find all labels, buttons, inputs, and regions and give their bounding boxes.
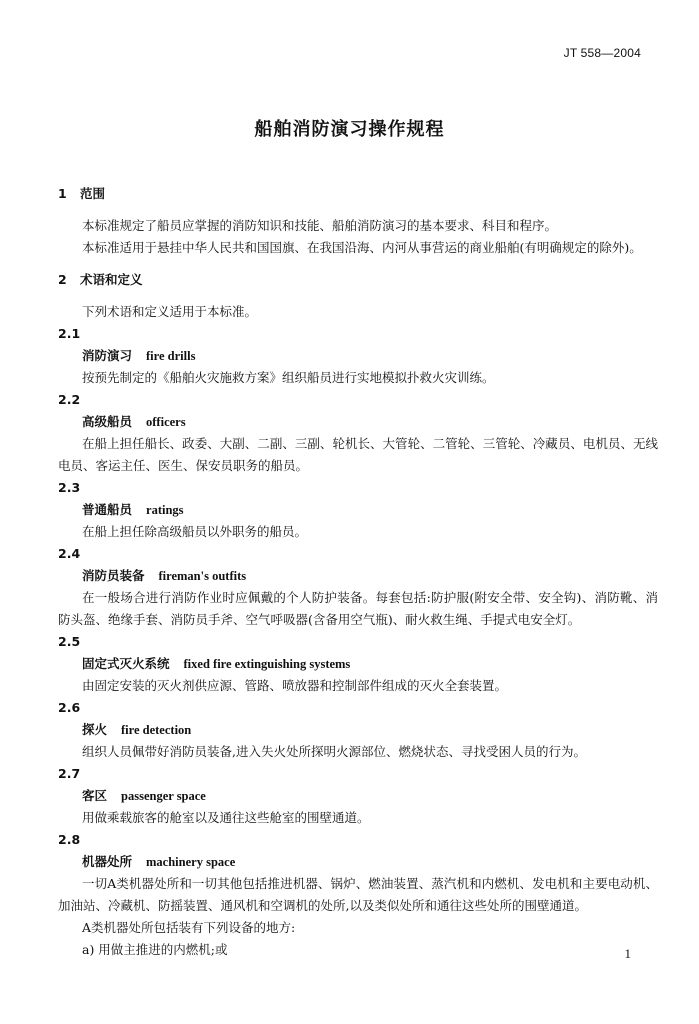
term-name (58, 785, 658, 807)
paragraph: 下列术语和定义适用于本标准。 (82, 304, 258, 319)
term-name (58, 411, 658, 433)
term-en: ratings (146, 503, 184, 517)
term-cn: 机器处所 (82, 854, 133, 869)
standard-code: JT 558—2004 (563, 46, 641, 60)
paragraph: A类机器处所包括装有下列设备的地方: (82, 920, 296, 935)
term-en: fire detection (121, 723, 192, 737)
paragraph: 本标准适用于悬挂中华人民共和国国旗、在我国沿海、内河从事营运的商业船舶(有明确规定的除外)。 (82, 240, 642, 255)
term-number: 2.1 (58, 326, 81, 341)
paragraph: 本标准规定了船员应掌握的消防知识和技能、船舶消防演习的基本要求、科目和程序。 (82, 218, 558, 233)
term-2-4 (58, 543, 658, 631)
term-en: fireman's outfits (158, 569, 247, 583)
term-definition: 用做乘载旅客的舱室以及通往这些舱室的围壁通道。 (82, 810, 370, 825)
page-number: 1 (624, 946, 631, 961)
term-definition: 在船上担任除高级船员以外职务的船员。 (82, 524, 308, 539)
term-cn: 探火 (82, 722, 108, 737)
term-cn: 客区 (82, 788, 108, 803)
term-cn: 普通船员 (82, 502, 133, 517)
term-cn: 消防演习 (82, 348, 133, 363)
term-en: fixed fire extinguishing systems (183, 657, 351, 671)
term-name (58, 499, 658, 521)
document-body (58, 183, 658, 961)
term-2-2 (58, 389, 658, 477)
term-definition: 在船上担任船长、政委、大副、二副、三副、轮机长、大管轮、二管轮、三管轮、冷藏员、电机员、无线电员、客运主任、医生、保安员职务的船员。 (58, 436, 658, 473)
section-heading-2 (58, 269, 658, 291)
section-number: 2 (58, 272, 67, 287)
term-2-3 (58, 477, 658, 543)
term-definition: 按预先制定的《船舶火灾施救方案》组织船员进行实地模拟扑救火灾训练。 (82, 370, 495, 385)
term-number: 2.5 (58, 634, 81, 649)
term-en: officers (146, 415, 186, 429)
term-2-8 (58, 829, 658, 917)
term-2-1 (58, 323, 658, 389)
section-heading-1 (58, 183, 658, 205)
term-number: 2.3 (58, 480, 81, 495)
term-name (58, 345, 658, 367)
term-definition: 由固定安装的灭火剂供应源、管路、喷放器和控制部件组成的灭火全套装置。 (82, 678, 508, 693)
term-number: 2.4 (58, 546, 81, 561)
term-number: 2.6 (58, 700, 81, 715)
term-en: passenger space (121, 789, 206, 803)
section-title: 术语和定义 (80, 272, 143, 287)
term-cn: 高级船员 (82, 414, 133, 429)
document-title: 船舶消防演习操作规程 (254, 119, 445, 140)
term-definition: 组织人员佩带好消防员装备,进入失火处所探明火源部位、燃烧状态、寻找受困人员的行为。 (82, 744, 586, 759)
section-number: 1 (58, 186, 67, 201)
term-number: 2.7 (58, 766, 81, 781)
term-definition: 一切A类机器处所和一切其他包括推进机器、锅炉、燃油装置、蒸汽机和内燃机、发电机和主要电动机、加油站、冷藏机、防摇装置、通风机和空调机的处所,以及类似处所和通往这些处所的围壁通道。 (58, 876, 658, 913)
list-item: a) 用做主推进的内燃机;或 (82, 942, 228, 957)
term-en: fire drills (146, 349, 196, 363)
term-cn: 消防员装备 (82, 568, 145, 583)
term-number: 2.2 (58, 392, 81, 407)
term-2-7 (58, 763, 658, 829)
term-2-5 (58, 631, 658, 697)
term-name (58, 565, 658, 587)
term-definition: 在一般场合进行消防作业时应佩戴的个人防护装备。每套包括:防护服(附安全带、安全钩)、消防靴、消防头盔、绝缘手套、消防员手斧、空气呼吸器(含备用空气瓶)、耐火救生绳、手提式电安全灯。 (58, 590, 658, 627)
section-title: 范围 (80, 186, 106, 201)
term-cn: 固定式灭火系统 (82, 656, 170, 671)
term-name (58, 851, 658, 873)
term-2-6 (58, 697, 658, 763)
term-number: 2.8 (58, 832, 81, 847)
term-en: machinery space (146, 855, 236, 869)
term-name (58, 653, 658, 675)
term-name (58, 719, 658, 741)
